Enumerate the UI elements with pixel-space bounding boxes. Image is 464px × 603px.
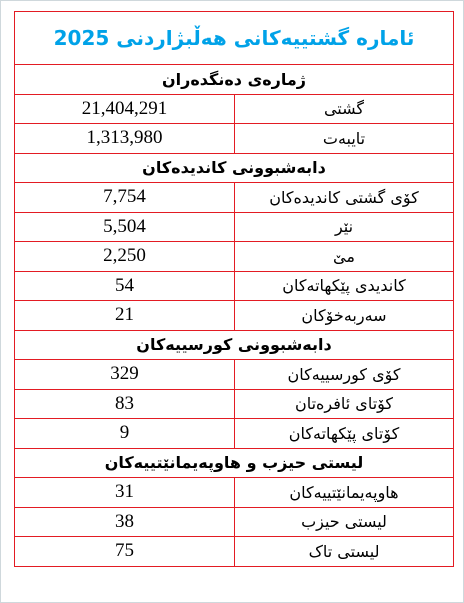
row-value: 9: [15, 419, 235, 449]
table-row: [15, 124, 454, 154]
table-row: [15, 537, 454, 567]
section-heading-lists: لیستی حیزب و هاوپەیمانێتییەکان: [15, 448, 454, 478]
row-value: 7,754: [15, 183, 235, 213]
table-row: [15, 242, 454, 272]
row-value: 2,250: [15, 242, 235, 272]
section-heading-candidates: دابەشبوونی کاندیدەکان: [15, 153, 454, 183]
section-row-candidates: [15, 153, 454, 183]
election-statistics-table: [14, 11, 454, 567]
row-label: مێ: [235, 242, 454, 272]
table-row: [15, 212, 454, 242]
row-value: 31: [15, 478, 235, 508]
row-value: 75: [15, 537, 235, 567]
row-value: 5,504: [15, 212, 235, 242]
table-row: [15, 94, 454, 124]
section-row-seats: [15, 330, 454, 360]
row-value: 1,313,980: [15, 124, 235, 154]
table-row: [15, 419, 454, 449]
row-value: 329: [15, 360, 235, 390]
section-row-lists: [15, 448, 454, 478]
row-value: 83: [15, 389, 235, 419]
table-row: [15, 183, 454, 213]
section-heading-seats: دابەشبوونی کورسییەکان: [15, 330, 454, 360]
table-title: ئامارە گشتییەکانی هەڵبژاردنی 2025: [15, 12, 454, 65]
row-label: تایبەت: [235, 124, 454, 154]
row-label: هاوپەیمانێتییەکان: [235, 478, 454, 508]
row-value: 21,404,291: [15, 94, 235, 124]
row-label: گشتی: [235, 94, 454, 124]
section-heading-voters: ژمارەی دەنگدەران: [15, 65, 454, 95]
row-label: لیستی حیزب: [235, 507, 454, 537]
row-label: کۆتای ئافرەتان: [235, 389, 454, 419]
row-label: کاندیدی پێکهاتەکان: [235, 271, 454, 301]
row-label: کۆتای پێکهاتەکان: [235, 419, 454, 449]
row-label: لیستی تاک: [235, 537, 454, 567]
row-label: کۆی گشتی کاندیدەکان: [235, 183, 454, 213]
row-label: کۆی کورسییەکان: [235, 360, 454, 390]
table-row: [15, 478, 454, 508]
row-value: 21: [15, 301, 235, 331]
row-value: 54: [15, 271, 235, 301]
table-row: [15, 360, 454, 390]
row-label: سەربەخۆکان: [235, 301, 454, 331]
table-row: [15, 507, 454, 537]
table-row: [15, 271, 454, 301]
section-row-voters: [15, 65, 454, 95]
title-row: [15, 12, 454, 65]
row-label: نێر: [235, 212, 454, 242]
table-row: [15, 301, 454, 331]
row-value: 38: [15, 507, 235, 537]
table-row: [15, 389, 454, 419]
